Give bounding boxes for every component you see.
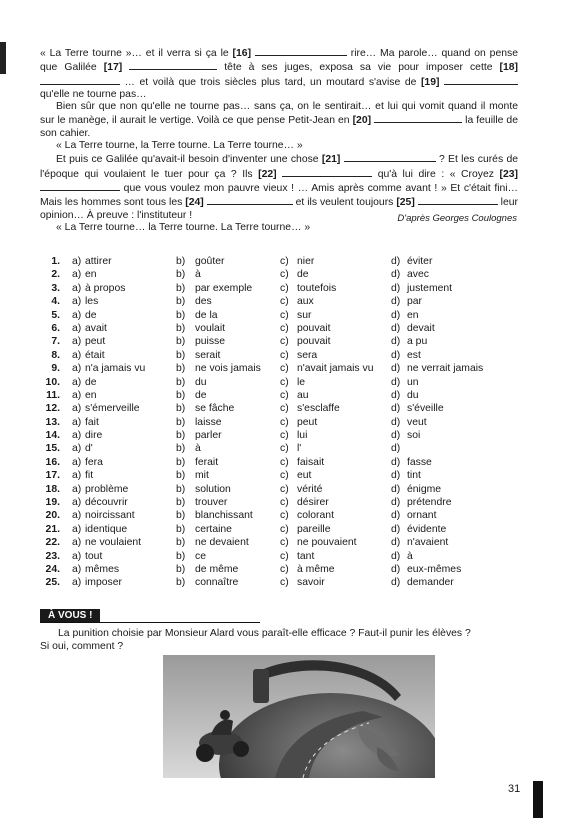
passage-text: rire… Ma parole… quand on pense que Galilée xyxy=(40,48,518,74)
option-number: 8. xyxy=(51,349,60,361)
option-letter-b: b) xyxy=(176,309,186,321)
option-number: 16. xyxy=(45,456,60,468)
option-letter-c: c) xyxy=(280,376,289,388)
option-d: n'avaient xyxy=(407,537,449,549)
gap-number-19: [19] xyxy=(420,76,440,88)
option-b: mit xyxy=(195,470,209,482)
option-a: d' xyxy=(85,443,93,455)
option-letter-d: d) xyxy=(391,577,401,589)
option-a: attirer xyxy=(85,256,112,267)
option-c: nier xyxy=(297,256,315,267)
option-row xyxy=(40,323,520,336)
gap-number-17: [17] xyxy=(103,62,123,74)
option-row xyxy=(40,577,520,590)
option-row xyxy=(40,256,520,269)
gap-number-23: [23] xyxy=(499,168,518,180)
passage-text: tête à ses juges, exposa sa vie pour imposer cette xyxy=(224,62,500,74)
option-number: 11. xyxy=(46,389,60,401)
option-number: 1. xyxy=(51,256,60,267)
option-letter-c: c) xyxy=(280,403,289,415)
option-b: ne vois jamais xyxy=(195,363,261,375)
option-row xyxy=(40,417,520,430)
option-letter-c: c) xyxy=(280,349,289,361)
option-letter-a: a) xyxy=(72,456,82,468)
a-vous-label: À VOUS ! xyxy=(40,609,100,622)
option-d: demander xyxy=(407,577,454,589)
option-c: sera xyxy=(297,349,318,361)
option-letter-b: b) xyxy=(176,497,186,509)
passage-paragraph-2 xyxy=(40,101,518,140)
option-letter-a: a) xyxy=(72,430,82,442)
option-b: des xyxy=(195,296,212,308)
option-row xyxy=(40,564,520,577)
option-letter-c: c) xyxy=(280,443,289,455)
option-c: vérité xyxy=(297,483,323,495)
option-d: devait xyxy=(407,322,435,334)
source-credit: D'après Georges Coulognes xyxy=(397,213,517,224)
option-b: de xyxy=(195,389,207,401)
discussion-question xyxy=(40,627,518,653)
option-d: ornant xyxy=(407,510,437,522)
option-letter-b: b) xyxy=(176,282,186,294)
option-letter-d: d) xyxy=(391,376,401,388)
option-row xyxy=(40,363,520,376)
option-letter-b: b) xyxy=(176,376,186,388)
option-d: un xyxy=(407,376,419,388)
option-letter-d: d) xyxy=(391,389,401,401)
option-number: 3. xyxy=(51,282,60,294)
option-letter-b: b) xyxy=(176,363,186,375)
option-number: 6. xyxy=(51,322,60,334)
option-number: 2. xyxy=(51,269,60,281)
gap-blank-25[interactable] xyxy=(418,195,498,205)
option-d: à xyxy=(407,550,413,562)
option-c: toutefois xyxy=(297,282,337,294)
option-letter-a: a) xyxy=(72,470,82,482)
option-b: certaine xyxy=(195,523,232,535)
option-letter-b: b) xyxy=(176,510,186,522)
option-d: fasse xyxy=(407,456,432,468)
option-a: ne voulaient xyxy=(85,537,142,549)
gap-number-24: [24] xyxy=(185,197,204,209)
option-b: parler xyxy=(195,430,222,442)
option-letter-b: b) xyxy=(176,416,186,428)
option-a: fait xyxy=(85,416,99,428)
option-a: à propos xyxy=(85,282,126,294)
option-row xyxy=(40,551,520,564)
option-b: connaître xyxy=(195,577,239,589)
option-letter-c: c) xyxy=(280,336,289,348)
option-letter-a: a) xyxy=(72,336,82,348)
option-number: 22. xyxy=(45,537,60,549)
option-d: par xyxy=(407,296,423,308)
option-a: problème xyxy=(85,483,129,495)
option-letter-a: a) xyxy=(72,349,82,361)
option-letter-b: b) xyxy=(176,550,186,562)
option-letter-a: a) xyxy=(72,497,82,509)
option-letter-c: c) xyxy=(280,497,289,509)
option-letter-c: c) xyxy=(280,256,289,267)
option-a: découvrir xyxy=(85,497,128,509)
option-c: pouvait xyxy=(297,336,331,348)
option-d: ne verrait jamais xyxy=(407,363,484,375)
option-c: désirer xyxy=(297,497,329,509)
option-number: 10. xyxy=(45,376,60,388)
option-number: 4. xyxy=(51,296,60,308)
option-b: à xyxy=(195,443,201,455)
option-d: en xyxy=(407,309,419,321)
option-letter-d: d) xyxy=(391,456,401,468)
option-number: 23. xyxy=(45,550,60,562)
option-letter-a: a) xyxy=(72,269,82,281)
option-a: fera xyxy=(85,456,103,468)
option-row xyxy=(40,443,520,456)
page-number: 31 xyxy=(508,783,521,795)
option-b: goûter xyxy=(195,256,225,267)
option-b: serait xyxy=(195,349,221,361)
gap-number-21: [21] xyxy=(321,154,341,166)
option-d: a pu xyxy=(407,336,428,348)
option-d: avec xyxy=(407,269,429,281)
option-b: ferait xyxy=(195,456,219,468)
option-letter-b: b) xyxy=(176,456,186,468)
option-letter-c: c) xyxy=(280,430,289,442)
option-letter-d: d) xyxy=(391,483,401,495)
option-letter-b: b) xyxy=(176,563,186,575)
option-letter-a: a) xyxy=(72,296,82,308)
passage-text: qu'elle ne tourne pas… xyxy=(40,88,147,100)
option-c: le xyxy=(297,376,306,388)
option-letter-c: c) xyxy=(280,363,289,375)
option-number: 21. xyxy=(45,523,60,535)
option-b: par exemple xyxy=(195,282,253,294)
a-vous-header xyxy=(40,609,260,623)
option-row xyxy=(40,377,520,390)
question-line-2: Si oui, comment ? xyxy=(40,641,124,652)
gap-blank-20[interactable] xyxy=(374,113,462,123)
option-c: colorant xyxy=(297,510,334,522)
option-d: s'éveille xyxy=(407,403,444,415)
option-row xyxy=(40,457,520,470)
option-letter-a: a) xyxy=(72,537,82,549)
option-row xyxy=(40,350,520,363)
option-c: à même xyxy=(297,563,335,575)
option-letter-d: d) xyxy=(391,349,401,361)
option-a: noircissant xyxy=(85,510,135,522)
option-b: laisse xyxy=(195,416,222,428)
gap-number-25: [25] xyxy=(396,197,415,209)
option-letter-d: d) xyxy=(391,363,401,375)
option-letter-a: a) xyxy=(72,483,82,495)
option-letter-c: c) xyxy=(280,309,289,321)
option-b: de la xyxy=(195,309,218,321)
passage-text: Et puis ce Galilée qu'avait-il besoin d'inventer une chose xyxy=(56,154,322,166)
option-a: fit xyxy=(85,470,94,482)
gap-blank-23[interactable] xyxy=(40,181,120,191)
option-letter-d: d) xyxy=(391,563,401,575)
passage-refrain-2: « La Terre tourne… la Terre tourne. La Terre tourne… » xyxy=(56,221,311,233)
option-letter-b: b) xyxy=(176,443,186,455)
option-a: avait xyxy=(85,322,107,334)
passage-text: ? Et les curés de l'époque qui voulaient le tuer pour ça ? Ils xyxy=(40,154,519,180)
option-letter-b: b) xyxy=(176,430,186,442)
gap-number-18: [18] xyxy=(499,62,519,74)
option-b: solution xyxy=(195,483,231,495)
option-c: de xyxy=(297,269,309,281)
option-letter-a: a) xyxy=(72,403,82,415)
option-number: 25. xyxy=(45,577,60,589)
option-letter-a: a) xyxy=(72,443,82,455)
option-number: 13. xyxy=(45,416,60,428)
option-c: eut xyxy=(297,470,312,482)
option-letter-c: c) xyxy=(280,563,289,575)
option-letter-b: b) xyxy=(176,349,186,361)
option-row xyxy=(40,430,520,443)
option-letter-c: c) xyxy=(280,416,289,428)
option-letter-b: b) xyxy=(176,577,186,589)
gap-blank-18[interactable] xyxy=(40,75,120,85)
globe-motorcycle-illustration xyxy=(163,655,435,778)
option-letter-a: a) xyxy=(72,322,82,334)
option-letter-d: d) xyxy=(391,309,401,321)
option-c: sur xyxy=(297,309,312,321)
option-c: tant xyxy=(297,550,315,562)
option-a: de xyxy=(85,376,97,388)
passage-text: leur opinion… À preuve : l'instituteur ! xyxy=(40,197,518,221)
passage-text: la feuille de son cahier. xyxy=(40,115,518,139)
option-b: voulait xyxy=(195,322,226,334)
option-a: en xyxy=(85,269,97,281)
page-edge-bar xyxy=(533,781,543,818)
option-letter-d: d) xyxy=(391,443,401,455)
gap-number-22: [22] xyxy=(258,168,277,180)
option-a: s'émerveille xyxy=(85,403,140,415)
option-letter-d: d) xyxy=(391,282,401,294)
option-a: en xyxy=(85,389,97,401)
option-letter-a: a) xyxy=(72,282,82,294)
option-b: du xyxy=(195,376,207,388)
option-letter-c: c) xyxy=(280,282,289,294)
option-letter-d: d) xyxy=(391,269,401,281)
option-letter-b: b) xyxy=(176,322,186,334)
option-letter-b: b) xyxy=(176,336,186,348)
option-d: tint xyxy=(407,470,421,482)
option-c: au xyxy=(297,389,309,401)
option-letter-b: b) xyxy=(176,296,186,308)
passage-text: … et voilà que trois siècles plus tard, un moutard s'avise de xyxy=(120,76,421,88)
answer-options-table xyxy=(40,256,520,591)
option-letter-a: a) xyxy=(72,363,82,375)
option-letter-b: b) xyxy=(176,269,186,281)
option-number: 5. xyxy=(51,309,60,321)
option-row xyxy=(40,269,520,282)
option-number: 19. xyxy=(45,497,60,509)
option-letter-b: b) xyxy=(176,537,186,549)
option-letter-a: a) xyxy=(72,256,82,267)
option-letter-c: c) xyxy=(280,510,289,522)
option-d: énigme xyxy=(407,483,442,495)
question-line-1: La punition choisie par Monsieur Alard vous paraît-elle efficace ? Faut-il punir les élèves ? xyxy=(58,628,471,639)
option-d: prétendre xyxy=(407,497,452,509)
option-letter-c: c) xyxy=(280,537,289,549)
option-b: blanchissant xyxy=(195,510,253,522)
gap-number-16: [16] xyxy=(232,48,252,59)
option-letter-d: d) xyxy=(391,296,401,308)
option-row xyxy=(40,537,520,550)
passage-text: qu'à lui dire : « Croyez xyxy=(377,168,500,180)
option-d: évidente xyxy=(407,523,447,535)
option-letter-d: d) xyxy=(391,336,401,348)
option-row xyxy=(40,484,520,497)
option-d: veut xyxy=(407,416,427,428)
option-c: ne pouvaient xyxy=(297,537,357,549)
option-c: savoir xyxy=(297,577,325,589)
option-row xyxy=(40,403,520,416)
option-letter-d: d) xyxy=(391,537,401,549)
option-number: 14. xyxy=(45,430,60,442)
option-letter-b: b) xyxy=(176,389,186,401)
option-a: mêmes xyxy=(85,563,120,575)
passage-paragraph-4 xyxy=(40,152,518,221)
option-a: de xyxy=(85,309,97,321)
option-row xyxy=(40,497,520,510)
option-number: 17. xyxy=(45,470,60,482)
page-edge-tab xyxy=(0,42,6,74)
gap-blank-21[interactable] xyxy=(344,152,436,162)
option-letter-d: d) xyxy=(391,510,401,522)
passage-paragraph-1 xyxy=(40,46,518,101)
option-row xyxy=(40,296,520,309)
option-b: ne devaient xyxy=(195,537,249,549)
option-row xyxy=(40,283,520,296)
option-number: 20. xyxy=(45,510,60,522)
option-letter-b: b) xyxy=(176,403,186,415)
option-b: à xyxy=(195,269,201,281)
option-c: peut xyxy=(297,416,318,428)
option-a: peut xyxy=(85,336,106,348)
option-letter-d: d) xyxy=(391,430,401,442)
passage-text: Bien sûr que non qu'elle ne tourne pas… sans ça, on le sentirait… et lui qui vomit quand il monte sur le manège, il aurait le vertige. Voilà ce que pense Petit-Jean en xyxy=(40,101,518,127)
option-c: faisait xyxy=(297,456,325,468)
option-number: 15. xyxy=(45,443,60,455)
option-d: éviter xyxy=(407,256,433,267)
option-letter-c: c) xyxy=(280,483,289,495)
gap-blank-19[interactable] xyxy=(444,75,518,85)
passage-text: et ils veulent toujours xyxy=(295,197,397,209)
option-number: 24. xyxy=(45,563,60,575)
option-letter-d: d) xyxy=(391,523,401,535)
option-letter-b: b) xyxy=(176,470,186,482)
option-row xyxy=(40,390,520,403)
gap-blank-22[interactable] xyxy=(282,167,372,177)
option-letter-a: a) xyxy=(72,510,82,522)
option-d: eux-mêmes xyxy=(407,563,462,575)
option-c: s'esclaffe xyxy=(297,403,340,415)
option-c: lui xyxy=(297,430,308,442)
option-letter-a: a) xyxy=(72,309,82,321)
option-row xyxy=(40,470,520,483)
gap-blank-17[interactable] xyxy=(129,60,217,70)
option-a: n'a jamais vu xyxy=(85,363,146,375)
option-letter-c: c) xyxy=(280,269,289,281)
option-c: pareille xyxy=(297,523,331,535)
option-d: soi xyxy=(407,430,421,442)
option-letter-a: a) xyxy=(72,577,82,589)
option-letter-c: c) xyxy=(280,577,289,589)
option-letter-c: c) xyxy=(280,322,289,334)
option-c: l' xyxy=(297,443,302,455)
passage-text: que vous voulez mon pauvre vieux ! … Amis après comme avant ! » Et c'était fini… Mais les hommes sont tous les xyxy=(40,182,519,209)
passage-text: « La Terre tourne »… et il verra si ça le xyxy=(40,48,233,59)
option-a: dire xyxy=(85,430,103,442)
option-letter-b: b) xyxy=(176,256,186,267)
option-letter-a: a) xyxy=(72,563,82,575)
option-row xyxy=(40,336,520,349)
option-letter-b: b) xyxy=(176,523,186,535)
option-number: 12. xyxy=(45,403,60,415)
option-row xyxy=(40,510,520,523)
option-letter-c: c) xyxy=(280,550,289,562)
gap-blank-16[interactable] xyxy=(255,46,347,56)
option-letter-c: c) xyxy=(280,456,289,468)
option-a: tout xyxy=(85,550,103,562)
passage-refrain-1: « La Terre tourne, la Terre tourne. La Terre tourne… » xyxy=(56,140,303,152)
option-letter-d: d) xyxy=(391,497,401,509)
option-row xyxy=(40,310,520,323)
gap-blank-24[interactable] xyxy=(207,195,293,205)
option-letter-a: a) xyxy=(72,376,82,388)
option-number: 7. xyxy=(51,336,60,348)
option-number: 9. xyxy=(51,363,60,375)
option-letter-b: b) xyxy=(176,483,186,495)
option-letter-c: c) xyxy=(280,470,289,482)
option-c: aux xyxy=(297,296,314,308)
option-letter-a: a) xyxy=(72,523,82,535)
option-letter-d: d) xyxy=(391,470,401,482)
option-b: trouver xyxy=(195,497,228,509)
option-letter-d: d) xyxy=(391,322,401,334)
gap-number-20: [20] xyxy=(352,115,372,127)
option-c: n'avait jamais vu xyxy=(297,363,374,375)
option-b: ce xyxy=(195,550,206,562)
option-letter-a: a) xyxy=(72,550,82,562)
option-letter-d: d) xyxy=(391,416,401,428)
option-d: est xyxy=(407,349,421,361)
option-letter-d: d) xyxy=(391,403,401,415)
option-b: puisse xyxy=(195,336,226,348)
option-letter-d: d) xyxy=(391,256,401,267)
option-b: se fâche xyxy=(195,403,235,415)
option-letter-c: c) xyxy=(280,389,289,401)
option-letter-a: a) xyxy=(72,416,82,428)
option-a: imposer xyxy=(85,577,122,589)
option-number: 18. xyxy=(45,483,60,495)
option-letter-a: a) xyxy=(72,389,82,401)
option-letter-c: c) xyxy=(280,523,289,535)
option-b: de même xyxy=(195,563,239,575)
option-a: identique xyxy=(85,523,128,535)
reading-passage xyxy=(40,46,518,234)
option-row xyxy=(40,524,520,537)
option-letter-c: c) xyxy=(280,296,289,308)
option-letter-d: d) xyxy=(391,550,401,562)
option-d: justement xyxy=(407,282,453,294)
option-a: les xyxy=(85,296,99,308)
option-a: était xyxy=(85,349,105,361)
option-c: pouvait xyxy=(297,322,331,334)
option-d: du xyxy=(407,389,419,401)
